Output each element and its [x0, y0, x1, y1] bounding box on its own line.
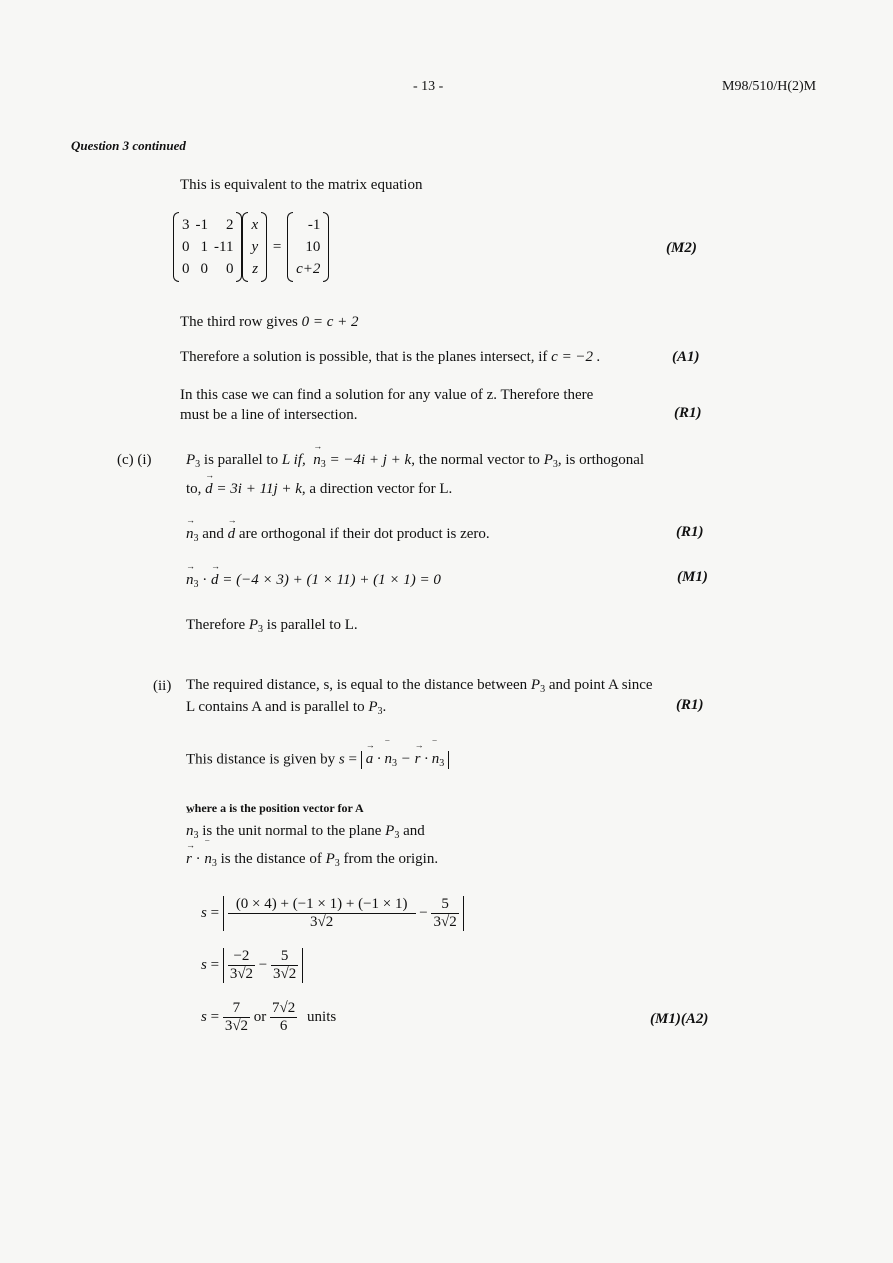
line-intersection-text-2: must be a line of intersection. [180, 407, 358, 423]
calc-step-2: s = $\frac{-2}{3√2}$ − $\frac{5}{3√2}$ [201, 948, 303, 983]
line-intersection-text-1: In this case we can find a solution for any value of z. Therefore there [180, 387, 594, 403]
mark-r1-distance: (R1) [676, 697, 704, 713]
calc-step-1: s = $\frac{(0 \times 4) + (-1 \times 1) + (-1 \times 1)}{3√2}$ − $\frac{5}{3√2}$ [201, 896, 464, 931]
mark-r1-line: (R1) [674, 405, 702, 421]
mark-m1-dot: (M1) [677, 569, 708, 585]
section-title: Question 3 continued [71, 138, 186, 153]
therefore-line: Therefore a solution is possible, that is the planes intersect, if c = −2 . [180, 349, 601, 365]
mark-final: (M1)(A2) [650, 1011, 709, 1027]
parallel-conclusion: Therefore $P_3$ is parallel to L. [186, 617, 358, 635]
where-line: where a is the position vector for A [186, 801, 364, 815]
document-code: M98/510/H(2)M [722, 79, 817, 94]
rhs-vector: -1 10 c+2 [287, 212, 329, 282]
part-c-ii-label: (ii) [153, 678, 172, 694]
part-c-i-line-2: to, → d = 3i + 11j + k, a direction vector for L. [186, 481, 452, 498]
mark-m2: (M2) [666, 240, 697, 256]
unit-normal-line: ‾ $n_3$ is the unit normal to the plane $P_3$ and [186, 823, 425, 841]
part-c-i-label: (c) (i) [117, 452, 152, 468]
distance-formula-line: This distance is given by s = → a · ‾ $n_3$ − → r · ‾ $n_3$ [186, 751, 449, 769]
distance-origin-line: → r · ‾ $n_3$ is the distance of $P_3$ from the origin. [186, 851, 438, 869]
part-c-ii-line-1: The required distance, s, is equal to the distance between $P_3$ and point A since [186, 677, 653, 695]
dot-product-line: → $n_3$ · → d = (−4 × 3) + (1 × 11) + (1 × 1) = 0 [186, 572, 441, 590]
third-row-line: The third row gives 0 = c + 2 [180, 314, 359, 330]
calc-step-3: s = $\frac{7}{3√2}$ or $\frac{7√2}{6}$ units [201, 1000, 337, 1034]
coefficient-matrix: 3 -1 2 0 1 -11 0 0 0 [173, 212, 242, 282]
mark-a1: (A1) [672, 349, 700, 365]
part-c-ii-line-2: L contains A and is parallel to $P_3$. [186, 699, 387, 717]
matrix-equation: 3 -1 2 0 1 -11 0 0 0 x y z = -1 10 c+2 [173, 212, 329, 282]
mark-r1-ortho: (R1) [676, 524, 704, 540]
page-number: - 13 - [413, 79, 444, 94]
part-c-i-line-1: $P_3$ is parallel to L if, → $n_3 = -4i + j + k$, the normal vector to $P_3$, is orthogonal [186, 452, 644, 470]
matrix-intro: This is equivalent to the matrix equation [180, 177, 423, 193]
orthogonal-line: → $n_3$ and → d are orthogonal if their dot product is zero. [186, 526, 490, 544]
variable-vector: x y z [242, 212, 267, 282]
